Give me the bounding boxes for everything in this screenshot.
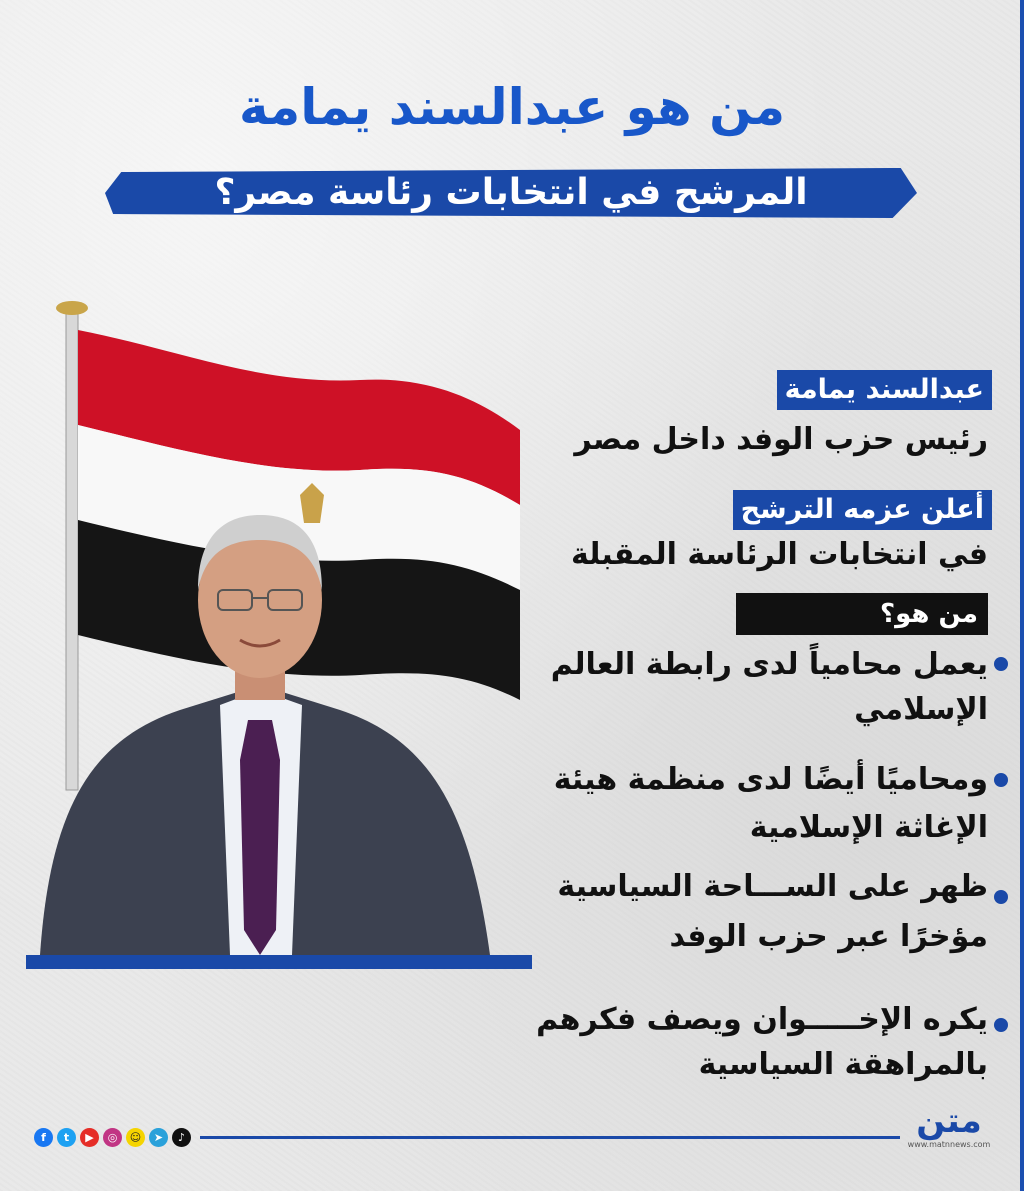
brand-logo [904,1102,994,1152]
announce-text: في انتخابات الرئاسة المقبلة [570,537,988,572]
bullet-dot [994,1018,1008,1032]
tie [240,720,280,955]
tiktok-icon[interactable]: ♪ [172,1128,191,1147]
snapchat-icon[interactable]: ☺ [126,1128,145,1147]
logo-url: www.matnnews.com [907,1140,991,1149]
bullet-4-line-2: بالمراهقة السياسية [698,1047,988,1082]
photo-baseline-bar [26,955,532,969]
position-text: رئيس حزب الوفد داخل مصر [574,422,988,457]
bullet-4-line-1: يكره الإخـــــوان ويصف فكرهم [536,1002,988,1037]
announce-label: أعلن عزمه الترشح [733,490,992,530]
bullet-dot [994,773,1008,787]
logo-text: متن [916,1101,982,1141]
social-icons [34,1128,191,1147]
facebook-icon[interactable]: f [34,1128,53,1147]
bullet-3-line-1: ظهر على الســـاحة السياسية [557,869,988,904]
flagpole [66,310,78,790]
portrait-with-flag [30,290,530,955]
twitter-icon[interactable]: t [57,1128,76,1147]
page-subtitle: المرشح في انتخابات رئاسة مصر؟ [214,172,808,213]
bullet-2-line-1: ومحاميًا أيضًا لدى منظمة هيئة [553,762,988,797]
flagpole-top [56,301,88,315]
bullet-1-line-1: يعمل محامياً لدى رابطة العالم [550,647,988,682]
name-label: عبدالسند يمامة [777,370,992,410]
instagram-icon[interactable]: ◎ [103,1128,122,1147]
telegram-icon[interactable]: ➤ [149,1128,168,1147]
bullet-3-line-2: مؤخرًا عبر حزب الوفد [669,919,988,954]
bullet-dot [994,657,1008,671]
footer-divider [200,1136,900,1139]
who-label: من هو؟ [736,593,988,635]
bullet-1-line-2: الإسلامي [854,692,988,727]
bullet-2-line-2: الإغاثة الإسلامية [749,810,988,845]
youtube-icon[interactable]: ▶ [80,1128,99,1147]
bullet-dot [994,890,1008,904]
page-title: من هو عبدالسند يمامة [238,78,786,136]
frame-edge [1020,0,1024,1191]
